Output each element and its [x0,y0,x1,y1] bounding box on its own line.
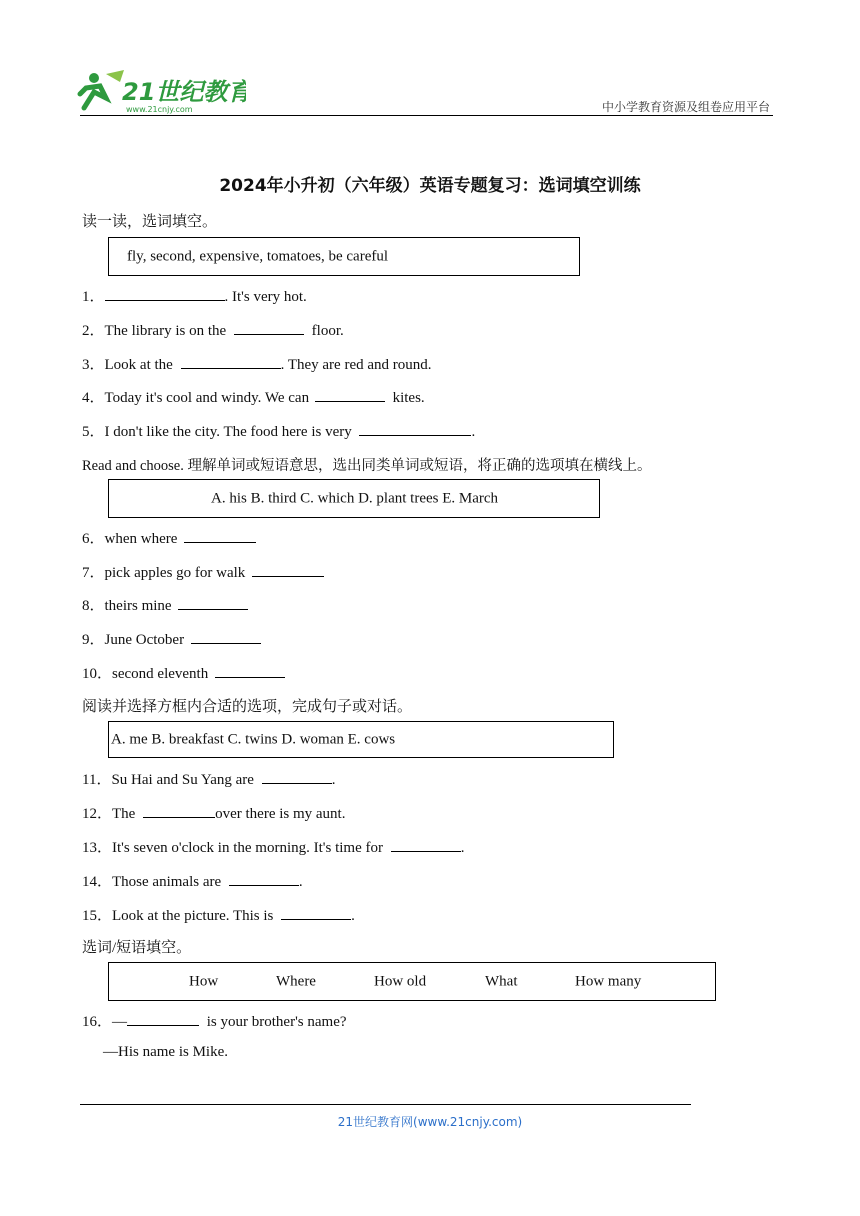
answer-blank[interactable] [105,286,225,301]
runner-logo-icon [76,68,246,116]
answer-blank[interactable] [215,663,285,678]
site-logo [76,68,246,116]
answer-blank[interactable] [184,528,256,543]
answer-blank[interactable] [143,803,215,818]
question-13: 13．It's seven o'clock in the morning. It's time for . [82,836,464,857]
question-16-answer-line: —His name is Mike. [103,1044,228,1060]
answer-blank[interactable] [178,595,248,610]
question-2: 2．The library is on the floor. [82,319,344,340]
section4-option: How [189,973,219,989]
header-divider [80,115,773,116]
footer-divider [80,1104,691,1105]
section3-word-box [108,721,614,758]
question-15: 15．Look at the picture. This is . [82,904,355,925]
section4-option: How many [575,973,642,989]
question-1: 1． . It's very hot. [82,285,307,306]
page-title: 2024年小升初（六年级）英语专题复习：选词填空训练 [219,176,641,196]
question-8: 8．theirs mine [82,594,248,615]
section2-options: A. his B. third C. which D. plant trees E. March [211,490,499,506]
question-6: 6．when where [82,527,256,548]
question-5: 5．I don't like the city. The food here is very . [82,420,475,441]
question-7: 7．pick apples go for walk [82,561,324,582]
question-4: 4．Today it's cool and windy. We can kites. [82,386,425,407]
site-tagline: 中小学教育资源及组卷应用平台 [601,100,770,114]
question-16: 16．— is your brother's name? [82,1010,347,1031]
question-11: 11．Su Hai and Su Yang are . [82,768,335,789]
question-9: 9．June October [82,628,261,649]
section2-instruction: Read and choose. 理解单词或短语意思，选出同类单词或短语，将正确的选项填在横线上。 [82,458,652,474]
section4-instruction: 选词/短语填空。 [82,940,192,956]
answer-blank[interactable] [252,562,324,577]
answer-blank[interactable] [127,1011,199,1026]
svg-text:21世纪教育: 21世纪教育 [122,78,246,106]
answer-blank[interactable] [234,320,304,335]
section3-instruction: 阅读并选择方框内合适的选项，完成句子或对话。 [82,699,413,715]
answer-blank[interactable] [229,871,299,886]
answer-blank[interactable] [191,629,261,644]
answer-blank[interactable] [281,905,351,920]
section1-instruction: 读一读，选词填空。 [82,214,218,230]
svg-text:www.21cnjy.com: www.21cnjy.com [126,105,193,114]
section1-word-box [108,237,580,276]
answer-blank[interactable] [315,387,385,402]
section1-options: fly, second, expensive, tomatoes, be careful [127,248,389,264]
section4-word-box [108,962,716,1001]
answer-blank[interactable] [262,769,332,784]
section4-option: What [485,973,518,989]
section3-options: A. me B. breakfast C. twins D. woman E. cows [111,731,396,747]
section2-word-box [108,479,600,518]
question-10: 10．second eleventh [82,662,285,683]
footer-text: 21世纪教育网(www.21cnjy.com) [337,1115,523,1129]
question-12: 12．The over there is my aunt. [82,802,345,823]
answer-blank[interactable] [391,837,461,852]
section4-option: How old [374,973,427,989]
question-3: 3．Look at the . They are red and round. [82,353,432,374]
section4-option: Where [276,973,316,989]
answer-blank[interactable] [359,421,471,436]
question-14: 14．Those animals are . [82,870,303,891]
answer-blank[interactable] [181,354,281,369]
